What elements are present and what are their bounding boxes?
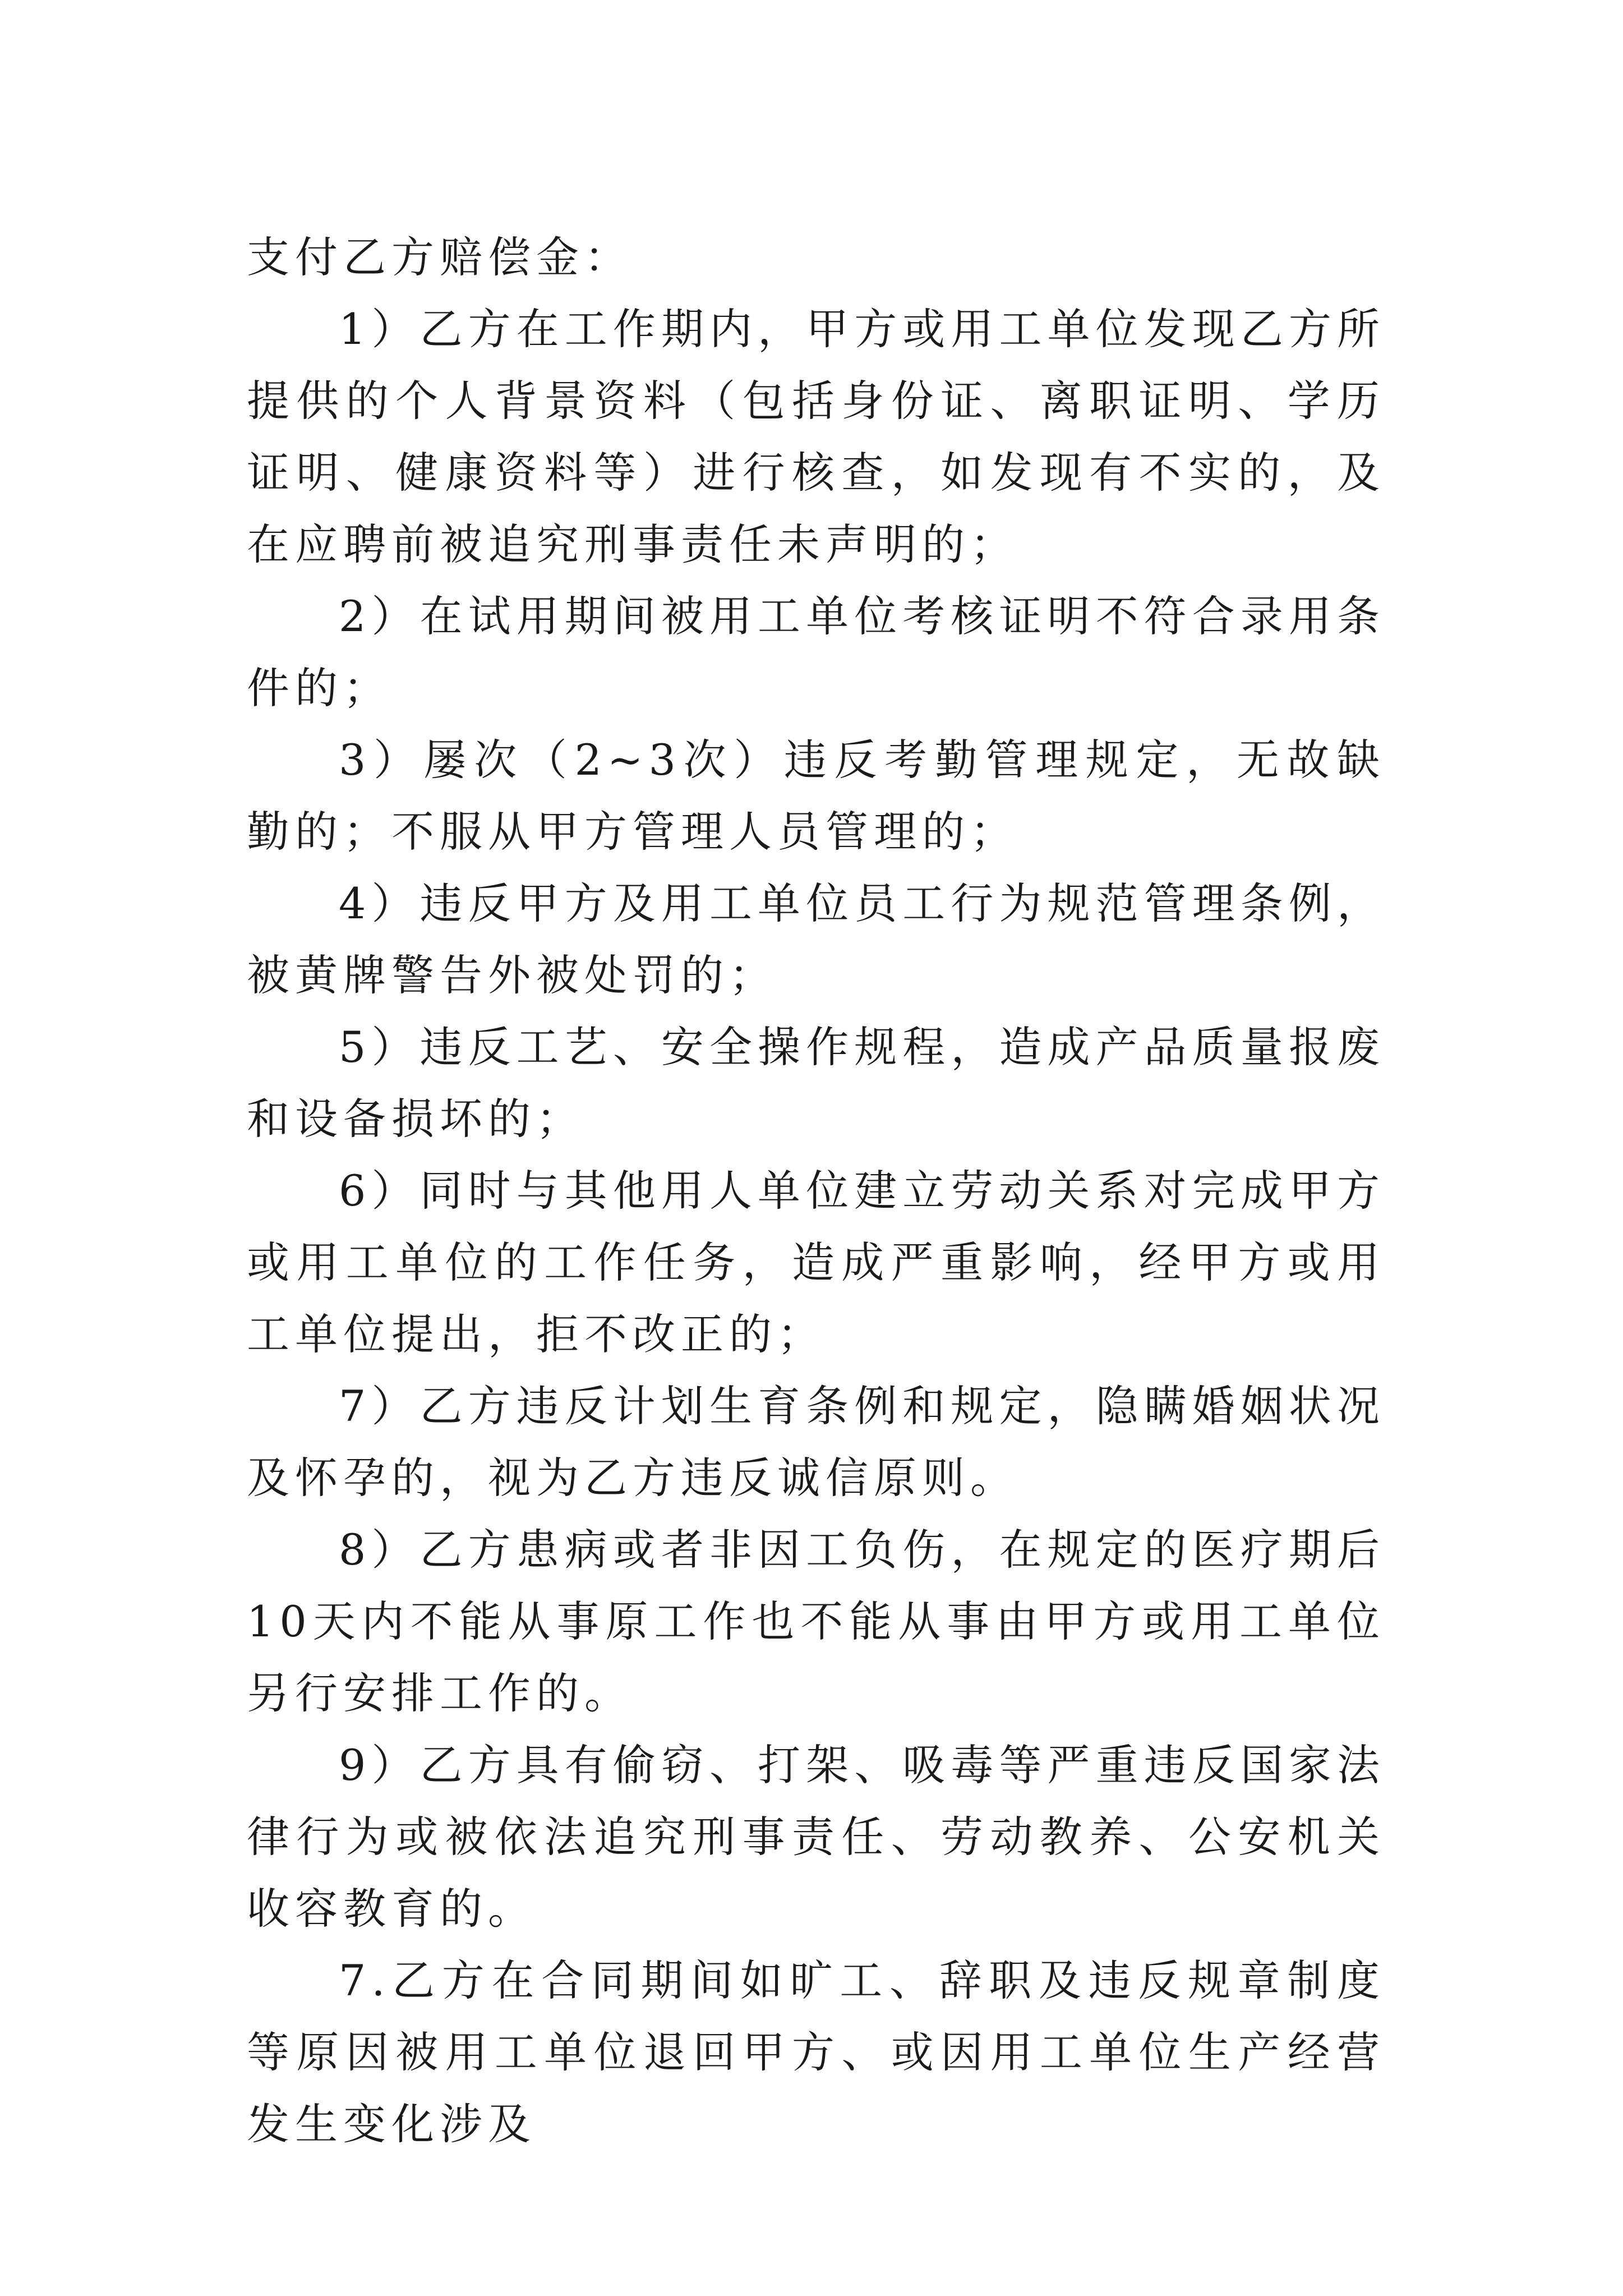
paragraph-clause-7: 7.乙方在合同期间如旷工、辞职及违反规章制度等原因被用工单位退回甲方、或因用工单位生产经营发生变化涉及 — [247, 1955, 1385, 2149]
paragraph-item-5: 5）违反工艺、安全操作规程，造成产品质量报废和设备损坏的； — [247, 1022, 1385, 1144]
paragraph-item-1: 1）乙方在工作期内，甲方或用工单位发现乙方所提供的个人背景资料（包括身份证、离职证明、学历证明、健康资料等）进行核查，如发现有不实的，及在应聘前被追究刑事责任未声明的； — [247, 304, 1385, 569]
document-body — [247, 222, 1385, 2160]
paragraph-item-2: 2）在试用期间被用工单位考核证明不符合录用条件的； — [247, 591, 1385, 713]
paragraph-item-8: 8）乙方患病或者非因工负伤，在规定的医疗期后10天内不能从事原工作也不能从事由甲方或用工单位另行安排工作的。 — [247, 1525, 1385, 1718]
paragraph-item-6: 6）同时与其他用人单位建立劳动关系对完成甲方或用工单位的工作任务，造成严重影响，经甲方或用工单位提出，拒不改正的； — [247, 1166, 1385, 1359]
paragraph-item-4: 4）违反甲方及用工单位员工行为规范管理条例，被黄牌警告外被处罚的； — [247, 878, 1385, 1000]
paragraph-item-3: 3）屡次（2~3次）违反考勤管理规定，无故缺勤的；不服从甲方管理人员管理的； — [247, 735, 1385, 857]
paragraph-continuation: 支付乙方赔偿金： — [247, 232, 633, 282]
paragraph-item-9: 9）乙方具有偷窃、打架、吸毒等严重违反国家法律行为或被依法追究刑事责任、劳动教养、公安机关收容教育的。 — [247, 1740, 1385, 1934]
paragraph-item-7: 7）乙方违反计划生育条例和规定，隐瞒婚姻状况及怀孕的，视为乙方违反诚信原则。 — [247, 1381, 1385, 1503]
